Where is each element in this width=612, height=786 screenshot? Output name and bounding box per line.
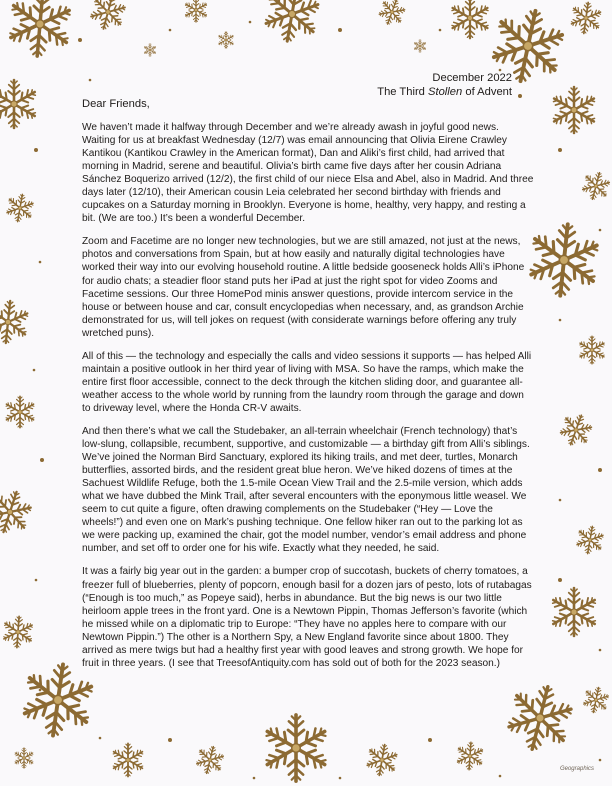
sparkle-dot [428,738,432,742]
snowflake-icon [14,748,34,768]
sparkle-dot [249,21,252,24]
sparkle-dot [40,458,44,462]
paragraph: All of this — the technology and especially the calls and video sessions it supports — has helped Alli maintain a positive outlook in her third year of living with MSA. So have the ramps, which make the entire first floor accessible, connect to the deck through the kitchen sliding door, and guarantee all-weather access to the whole world by running from the laundry room through the garage and down to driveway level, where the Honda CR-V awaits. [82,350,532,414]
sparkle-dot [34,148,38,152]
sparkle-dot [339,777,342,780]
sparkle-dot [89,79,92,82]
sparkle-dot [253,777,256,780]
sparkle-dot [439,29,442,32]
snowflake-icon [579,169,612,203]
snowflake-icon [87,0,129,33]
sparkle-dot [499,775,502,778]
snowflake-icon [550,588,597,636]
snowflake-icon [414,40,427,53]
snowflake-icon [376,0,409,28]
snowflake-icon [574,524,606,556]
sparkle-dot [599,229,602,232]
snowflake-icon [364,742,400,778]
snowflake-icon [18,660,98,741]
snowflake-icon [218,32,234,49]
snowflake-icon [551,87,596,133]
sparkle-dot [599,759,602,762]
sparkle-dot [33,369,36,372]
letter-body [82,121,534,670]
sparkle-dot [338,28,342,32]
snowflake-icon [4,192,36,224]
sparkle-dot [39,261,42,264]
brand-mark: Geographics [559,766,594,772]
paragraph: And then there’s what we call the Studebaker, an all-terrain wheelchair (French technology) that’s low-slung, collapsible, recumbent, supportive, and customizable — a birthday gift from Alli’s siblings. We’ve joined the Norman Bird Sanctuary, explored its hiking trails, and met deer, turtles, Monarch butterflies, assorted birds, and the resident great blue heron. We’ve hiked dozens of times at the Sachuest Wildlife Refuge, both the 1.5-mile Ocean View Trail and the 2.5-mile version, which adds what we have dubbed the Mink Trail, after several encounters with the eponymous little weasel. We seem to cut quite a figure, often drawing complements on the Studebaker (“Hey — Love the wheels!”) and even one on Mark’s pushing technique. One fellow hiker ran out to the parking lot as we were packing up, examined the chair, got the model number, vendor’s email address and phone number, and set off to order one for his wife. Exactly what they needed, he said. [82,425,530,555]
snowflake-icon [2,615,35,648]
salutation: Dear Friends, [82,98,150,110]
sparkle-dot [558,148,562,152]
sparkle-dot [39,689,42,692]
sparkle-dot [78,38,82,42]
letter-header [377,71,512,99]
title-suffix: of Advent [462,86,512,98]
snowflake-icon [455,741,484,770]
sparkle-dot [169,29,172,32]
sparkle-dot [558,578,562,582]
title-prefix: The Third [377,86,429,98]
snowflake-icon [144,44,157,57]
letter-date: December 2022 [432,72,512,84]
sparkle-dot [559,319,562,322]
snowflake-icon [0,485,36,538]
paragraph: It was a fairly big year out in the garden: a bumper crop of succotash, buckets of cherry tomatoes, a freezer full of blueberries, plenty of popcorn, enough basil for a dozen jars of pesto, lots of rutabagas (“Enough is too much,” as Popeye said), herbs in abundance. But the big news is our two little heirloom apple trees in the front yard. One is a Newtown Pippin, Thomas Jefferson’s favorite (which he missed while on a diplomatic trip to Europe: “They have no apples here to compare with our Newtown Pippin.”) The other is a Northern Spy, a New England favorite since about 1800. They arrived as mere twigs but had a healthy first year with good leaves and strong growth. We hope for fruit in three years. (I see that TreesofAntiquity.com has sold out of both for the 2023 season.) [82,566,532,669]
snowflake-icon [5,396,36,427]
sparkle-dot [35,579,38,582]
snowflake-icon [112,743,145,776]
snowflake-icon [581,685,611,715]
snowflake-icon [263,715,328,781]
snowflake-icon [6,0,75,59]
snowflake-icon [556,410,596,450]
sparkle-dot [168,738,172,742]
sparkle-dot [518,94,522,98]
snowflake-icon [193,743,226,776]
paragraph: We haven’t made it halfway through December and we’re already awash in joyful good news. Waiting for us at breakfast Wednesday (12/7) was email announcing that Olivia Eirene Crawley Kantikou (Kantikou Crawley in the American format), Dan and Aliki’s first child, had arrived that morning in Madrid, serene and beautiful. Olivia’s birth came five days after her cousin Adriana Sánchez Boquerizo arrived (12/2), the first child of our niece Elsa and Abel, also in Madrid. And three days later (12/10), their American cousin Leia celebrated her second birthday with friends and cupcakes on a Saturday morning in Brooklyn. Everyone is home, healthy, very happy, and resting a bit. (We are too.) It’s been a wonderful December. [82,122,534,225]
snowflake-icon [0,299,31,345]
sparkle-dot [598,468,602,472]
snowflake-icon [184,0,208,22]
title-italic: Stollen [428,86,463,98]
sparkle-dot [99,737,102,740]
snowflake-icon [0,80,38,128]
sparkle-dot [599,649,602,652]
snowflake-icon [501,679,578,757]
paragraph: Zoom and Facetime are no longer new technologies, but we are still amazed, not just at the news, photos and conversations from Spain, but at how easily and naturally digital technologies have worked their way into our evolving household routine. A little bedside gooseneck holds Alli’s iPhone for audio chats; a steadier floor stand puts her iPad at just the right spot for video Zooms and Facetime sessions. Our three HomePod minis answer questions, provide intercom service in the house or between house and car, consult encyclopedias when necessary, and, as grandson Archie demonstrated for us, will tell jokes on request (with considerate warnings before offering any truly wretched puns). [82,236,525,339]
snowflake-icon [569,0,604,35]
letter-title [377,85,512,99]
snowflake-icon [450,0,490,38]
sparkle-dot [559,499,562,502]
snowflake-icon [525,221,603,300]
snowflake-icon [578,336,605,364]
snowflake-icon [260,0,323,46]
